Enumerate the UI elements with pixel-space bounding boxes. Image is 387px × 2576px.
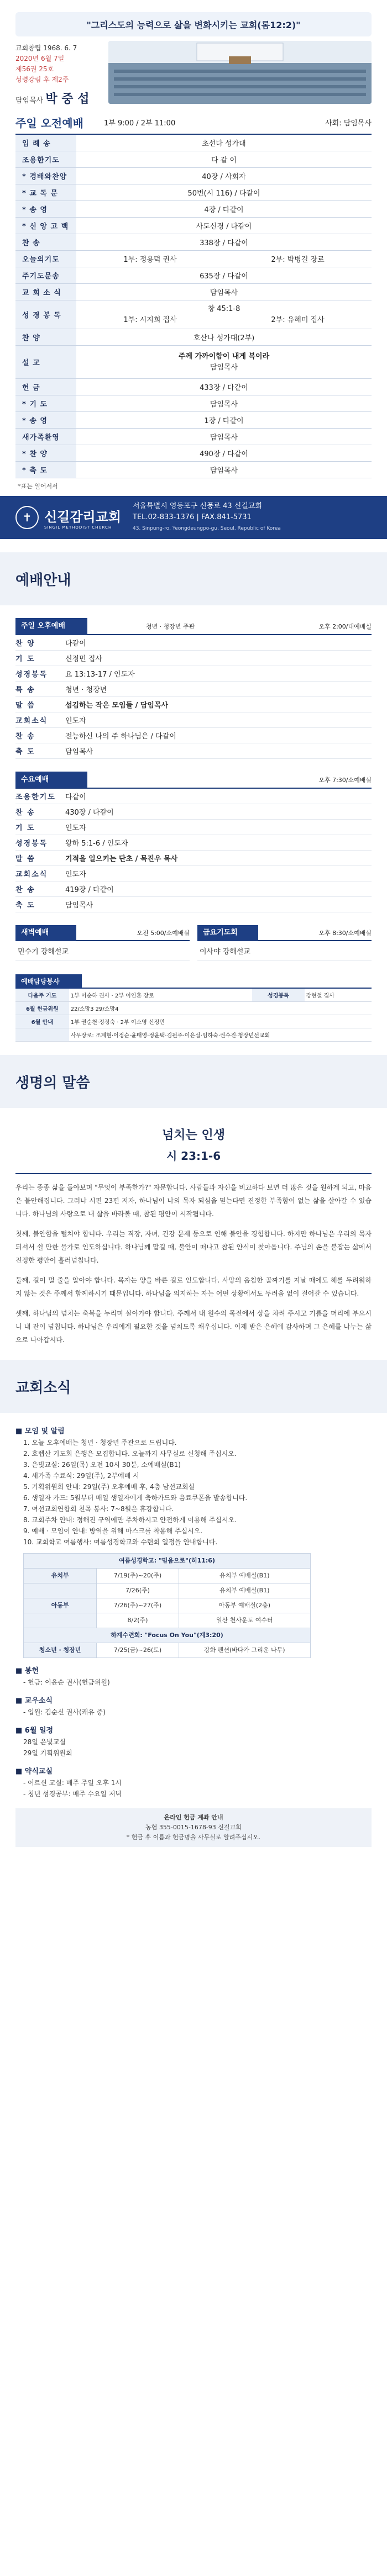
row-label: 찬 양 bbox=[15, 329, 76, 345]
camp-cell: 7/26(주)~27(주) bbox=[97, 1598, 179, 1613]
news-heading: ■ 6월 일정 bbox=[15, 1727, 54, 1735]
dawn-friday-row bbox=[15, 926, 372, 961]
worship-row-key: 기 도 bbox=[15, 824, 35, 832]
worship-duty-header bbox=[15, 974, 372, 989]
church-address: 서울특별시 영등포구 신풍로 43 신길교회 bbox=[133, 502, 262, 510]
church-phone: TEL.02-833-1376 | FAX.841-5731 bbox=[133, 513, 252, 521]
service-row bbox=[15, 135, 372, 151]
news-heading: ■ 약식교실 bbox=[15, 1767, 53, 1776]
row-label: * 기 도 bbox=[15, 395, 76, 411]
row-label: * 송 영 bbox=[15, 412, 76, 428]
worship-row bbox=[15, 712, 372, 728]
list-item: 1. 오늘 오후예배는 청년 · 청장년 주관으로 드립니다. bbox=[23, 1439, 177, 1447]
service-row bbox=[15, 329, 372, 346]
list-item: 3. 은빛교실: 26일(목) 오전 10시 30분, 소예배실(B1) bbox=[23, 1461, 181, 1469]
dawn-worship-header bbox=[15, 926, 190, 941]
news-heading: ■ 모임 및 알림 bbox=[15, 1427, 65, 1435]
camp-cell: 청소년 · 청장년 bbox=[24, 1643, 97, 1658]
service-row bbox=[15, 284, 372, 300]
sermon-divider bbox=[15, 1173, 372, 1174]
row-label: * 찬 양 bbox=[15, 445, 76, 461]
duty-cell: 강현철 집사 bbox=[305, 989, 372, 1002]
duty-cell: 다음주 기도 bbox=[15, 989, 69, 1002]
row-value: 담임목사 bbox=[210, 434, 238, 442]
row-label: 주기도문송 bbox=[15, 267, 76, 283]
worship-row-key: 교회소식 bbox=[15, 870, 48, 879]
church-name-ko: 신길감리교회 bbox=[44, 509, 122, 525]
worship-row-key: 찬 송 bbox=[15, 886, 35, 894]
sanctuary-photo bbox=[108, 41, 372, 104]
service-row bbox=[15, 379, 372, 395]
friday-prayer-body: 이사야 강해설교 bbox=[197, 941, 372, 961]
list-item: 9. 예배 · 모임이 안내: 방역을 위해 마스크를 착용해 주십시오. bbox=[23, 1527, 203, 1535]
church-logo-icon: ✝ bbox=[15, 506, 39, 529]
row-value bbox=[76, 251, 372, 267]
offering-account-title: 온라인 헌금 계좌 안내 bbox=[164, 1814, 223, 1821]
founded-date: 교회창립 1968. 6. 7 bbox=[15, 44, 77, 52]
row-label: * 교 독 문 bbox=[15, 184, 76, 200]
row-value: 4장 / 다같이 bbox=[204, 206, 244, 214]
row-label: * 송 영 bbox=[15, 201, 76, 217]
worship-row-value: 430장 / 다같이 bbox=[65, 809, 114, 817]
afternoon-worship-header bbox=[15, 619, 372, 635]
worship-duty-block bbox=[15, 974, 372, 1042]
camp-cell bbox=[24, 1583, 97, 1598]
table-row bbox=[24, 1569, 311, 1583]
worship-row-key: 찬 송 bbox=[15, 732, 35, 741]
wednesday-worship-tag: 수요예배 bbox=[15, 772, 87, 788]
service-row bbox=[15, 184, 372, 201]
duty-cell: 6월 안내 bbox=[15, 1015, 69, 1028]
row-value bbox=[76, 346, 372, 378]
list-item: - 청년 성경공부: 매주 수요일 저녁 bbox=[23, 1790, 122, 1798]
dawn-worship-time: 오전 5:00/소예배실 bbox=[137, 930, 190, 937]
camp-cell: 아동부 bbox=[24, 1598, 97, 1613]
standing-note: *표는 일어서서 bbox=[18, 483, 58, 490]
worship-row-key: 말 씀 bbox=[15, 701, 35, 710]
worship-row bbox=[15, 666, 372, 682]
table-row bbox=[24, 1628, 311, 1643]
sermon-block bbox=[15, 1126, 372, 1347]
worship-section-title: 예배안내 bbox=[0, 552, 387, 605]
bulletin-header bbox=[0, 0, 387, 110]
row-value: 50번(시 116) / 다같이 bbox=[187, 189, 260, 198]
split-value-first: 1부: 시지희 집사 bbox=[123, 315, 177, 324]
worship-row-key: 특 송 bbox=[15, 686, 35, 694]
wednesday-worship-header bbox=[15, 772, 372, 789]
duty-cell: 성경봉독 bbox=[252, 989, 304, 1002]
church-motto: "그리스도의 능력으로 삶을 변화시키는 교회(롬12:2)" bbox=[15, 12, 372, 36]
pastor-line bbox=[15, 94, 98, 106]
dawn-worship-body: 민수기 강해설교 bbox=[15, 941, 190, 961]
friday-prayer-time: 오후 8:30/소예배실 bbox=[318, 930, 372, 937]
worship-row-key: 조용한기도 bbox=[15, 793, 56, 801]
church-name-en: SINGIL METHODIST CHURCH bbox=[44, 525, 112, 530]
service-row bbox=[15, 445, 372, 462]
afternoon-worship-tag: 주일 오후예배 bbox=[15, 618, 87, 635]
church-info-band bbox=[0, 496, 387, 539]
worship-row-value: 인도자 bbox=[65, 824, 86, 832]
morning-service-title: 주일 오전예배 bbox=[15, 116, 83, 130]
afternoon-worship-block bbox=[15, 619, 372, 759]
row-value: 초선다 성가대 bbox=[202, 140, 246, 148]
worship-row-value: 기적을 일으키는 단초 / 목진우 목사 bbox=[65, 855, 178, 863]
service-row bbox=[15, 346, 372, 379]
list-item: 7. 여선교회연합회 친목 봉사: 7~8월은 휴강합니다. bbox=[23, 1505, 174, 1513]
table-row bbox=[24, 1613, 311, 1628]
split-value-second: 2부: 박병길 장로 bbox=[271, 256, 325, 264]
worship-row bbox=[15, 835, 372, 851]
worship-row-key: 성경봉독 bbox=[15, 840, 48, 848]
afternoon-worship-time: 오후 2:00/대예배실 bbox=[318, 623, 372, 630]
friday-prayer-header bbox=[197, 926, 372, 941]
table-row bbox=[24, 1554, 311, 1569]
camp-cell: 8/2(주) bbox=[97, 1613, 179, 1628]
camp-cell: 7/26(주) bbox=[97, 1583, 179, 1598]
worship-row bbox=[15, 851, 372, 866]
list-item: 8. 교회주차 안내: 정해진 구역에만 주차하시고 안전하게 이용해 주십시오. bbox=[23, 1516, 237, 1524]
duty-cell: 1부 이순하 권사 · 2부 이인훈 장로 bbox=[69, 989, 253, 1002]
news-heading: ■ 봉헌 bbox=[15, 1667, 39, 1675]
list-item: 6. 생일자 카드: 5월부터 매일 생일자에게 축하카드와 음료쿠폰을 발송합니다. bbox=[23, 1494, 248, 1502]
worship-row bbox=[15, 804, 372, 820]
service-row bbox=[15, 267, 372, 284]
list-item: 2. 호렙산 기도회 은행은 모집합니다. 오늘까지 사무실로 신청해 주십시오. bbox=[23, 1450, 237, 1458]
worship-row-key: 축 도 bbox=[15, 901, 35, 910]
friday-prayer-tag: 금요기도회 bbox=[197, 925, 258, 941]
issue-date: 2020년 6월 7일 bbox=[15, 55, 65, 62]
worship-row bbox=[15, 682, 372, 697]
afternoon-worship-sub: 청년 · 청장년 주관 bbox=[145, 623, 195, 630]
worship-row-value: 담임목사 bbox=[65, 901, 93, 910]
list-item: - 어르신 교실: 매주 주일 오후 1시 bbox=[23, 1779, 122, 1787]
row-label: 오늘의기도 bbox=[15, 251, 76, 267]
table-row bbox=[24, 1583, 311, 1598]
friday-prayer-block bbox=[197, 926, 372, 961]
service-row bbox=[15, 234, 372, 251]
row-label: 새가족환영 bbox=[15, 429, 76, 445]
offering-account-box bbox=[15, 1808, 372, 1847]
sermon-paragraph: 셋째, 하나님의 넘치는 축복을 누리며 살아가야 합니다. 주께서 내 원수의 목전에서 상을 차려 주시고 기름을 머리에 부으시니 내 잔이 넘칩니다. 하나님은 우리에게 필요한 것을 넘치도록 채우십니다. 이제 받은 은혜에 감사하며 그 은혜를 나누는 삶으로 나아갑시다. bbox=[15, 1310, 372, 1344]
camp-cell: 강화 펜션(바다가 그리운 나무) bbox=[179, 1643, 310, 1658]
row-value: 담임목사 bbox=[210, 400, 238, 409]
row-value: 담임목사 bbox=[210, 289, 238, 297]
service-row bbox=[15, 168, 372, 184]
wednesday-worship-block bbox=[15, 772, 372, 912]
row-value: 담임목사 bbox=[210, 467, 238, 475]
news-heading: ■ 교우소식 bbox=[15, 1697, 53, 1705]
wednesday-worship-time: 오후 7:30/소예배실 bbox=[318, 777, 372, 784]
camp-cell: 유치부 bbox=[24, 1569, 97, 1583]
sermon-reference: 시 23:1-6 bbox=[166, 1149, 221, 1163]
worship-row-value: 다같이 bbox=[65, 793, 86, 801]
table-row bbox=[15, 989, 372, 1002]
pastor-label: 담임목사 bbox=[15, 97, 44, 105]
worship-row-value: 인도자 bbox=[65, 870, 86, 879]
church-contact bbox=[133, 501, 372, 534]
camp-cell: 유치부 예배실(B1) bbox=[179, 1583, 310, 1598]
row-label: 찬 송 bbox=[15, 234, 76, 250]
service-row bbox=[15, 251, 372, 267]
worship-duty-table bbox=[15, 989, 372, 1042]
summer-camp-table bbox=[23, 1553, 311, 1658]
worship-row-value: 전능하신 나의 주 하나님은 / 다같이 bbox=[65, 732, 176, 741]
worship-row-value: 청년 · 청장년 bbox=[65, 686, 107, 694]
sermon-section-title: 생명의 말씀 bbox=[0, 1055, 387, 1108]
row-label: 설 교 bbox=[15, 346, 76, 378]
camp-cell: 아동부 예배실(2층) bbox=[179, 1598, 310, 1613]
row-label: 입 례 송 bbox=[15, 135, 76, 151]
table-row bbox=[15, 1015, 372, 1028]
camp-cell: 7/19(주)~20(주) bbox=[97, 1569, 179, 1583]
worship-row-value: 419장 / 다같이 bbox=[65, 886, 114, 894]
worship-row-key: 기 도 bbox=[15, 655, 35, 663]
worship-row bbox=[15, 866, 372, 881]
camp-cell: 7/25(금)~26(토) bbox=[97, 1643, 179, 1658]
morning-service-table bbox=[15, 110, 372, 494]
worship-row bbox=[15, 897, 372, 912]
camp-title: 여름성경학교: "믿음으로"(히11:6) bbox=[24, 1554, 311, 1569]
service-row bbox=[15, 395, 372, 412]
list-item: 4. 새가족 수료식: 29일(주), 2부예배 시 bbox=[23, 1472, 139, 1480]
worship-row bbox=[15, 651, 372, 666]
worship-row-key: 성경봉독 bbox=[15, 671, 48, 679]
church-name bbox=[44, 506, 133, 530]
worship-row-value: 인도자 bbox=[65, 717, 86, 725]
row-value: 40장 / 사회자 bbox=[202, 173, 246, 181]
row-value: 490장 / 다같이 bbox=[200, 450, 248, 458]
news-block bbox=[15, 1426, 372, 1847]
worship-row bbox=[15, 728, 372, 743]
camp-subtitle: 하계수련회: "Focus On You"(계3:20) bbox=[24, 1628, 311, 1643]
row-label: 헌 금 bbox=[15, 379, 76, 395]
table-row bbox=[24, 1643, 311, 1658]
sermon-paragraph: 첫째, 불안함을 털쳐야 합니다. 우리는 직장, 자녀, 건강 문제 등으로 인해 불안을 경험합니다. 하지만 하나님은 우리의 목자 되셔서 쉴 만한 물가로 인도하십니다. 하나님께 맡길 때, 불안이 떠나고 참된 안식이 찾아옵니다. 주님의 손을 붙잡는 삶에서 진정한 평안이 흘러넘칩니다. bbox=[15, 1230, 372, 1264]
duty-cell: 사무장로: 조계현·이정순·윤태영·정윤택·김원주·이은실·임하숙·권수진·청장년선교회 bbox=[69, 1028, 372, 1042]
row-value: 635장 / 다같이 bbox=[200, 272, 248, 281]
church-address-en: 43, Sinpung-ro, Yeongdeungpo-gu, Seoul, Republic of Korea bbox=[133, 526, 281, 531]
duty-cell: 22/소망3 29/소망4 bbox=[69, 1002, 372, 1015]
scripture-reference: 창 45:1-8 bbox=[207, 304, 240, 313]
worship-row-value: 요 13:13-17 / 인도자 bbox=[65, 671, 135, 679]
camp-cell: 유치부 예배실(B1) bbox=[179, 1569, 310, 1583]
worship-row bbox=[15, 789, 372, 804]
issue-volume: 제56권 25호 bbox=[15, 65, 54, 73]
row-label: * 경배와찬양 bbox=[15, 168, 76, 184]
row-value bbox=[76, 300, 372, 329]
offering-account-number: 농협 355-0015-1678-93 신길교회 bbox=[145, 1824, 242, 1831]
list-item: 28일 은빛교실 bbox=[23, 1738, 66, 1746]
worship-row-value: 다같이 bbox=[65, 640, 86, 648]
offering-account-note: * 헌금 후 이름과 헌금명을 사무실로 알려주십시오. bbox=[126, 1834, 261, 1841]
worship-row bbox=[15, 820, 372, 835]
row-value: 338장 / 다같이 bbox=[200, 239, 248, 247]
service-row bbox=[15, 429, 372, 445]
list-item: - 입원: 김순신 권사(쾌유 중) bbox=[23, 1708, 106, 1716]
morning-service-header bbox=[15, 110, 372, 135]
service-row bbox=[15, 462, 372, 478]
split-value-first: 1부: 정용덕 권사 bbox=[123, 256, 177, 264]
service-row bbox=[15, 412, 372, 429]
row-label: 성 경 봉 독 bbox=[15, 300, 76, 329]
morning-service-time: 1부 9:00 / 2부 11:00 bbox=[104, 119, 176, 128]
service-row bbox=[15, 151, 372, 168]
worship-duty-tag: 예배담당봉사 bbox=[15, 974, 82, 989]
news-section-title: 교회소식 bbox=[0, 1360, 387, 1413]
split-value-second: 2부: 유혜미 집사 bbox=[271, 315, 325, 324]
liturgical-season: 성령강림 후 제2주 bbox=[15, 76, 69, 83]
table-row bbox=[15, 1002, 372, 1015]
sermon-preacher-line: 담임목사 bbox=[210, 363, 238, 372]
pastor-name: 박 중 섭 bbox=[45, 92, 90, 106]
duty-cell: 6월 헌금위원 bbox=[15, 1002, 69, 1015]
service-row bbox=[15, 201, 372, 218]
camp-cell: 일산 천사운토 여수터 bbox=[179, 1613, 310, 1628]
sanctuary-illustration bbox=[108, 41, 372, 104]
row-label: * 축 도 bbox=[15, 462, 76, 478]
worship-row-key: 교회소식 bbox=[15, 717, 48, 725]
sermon-paragraph: 우리는 종종 삶을 돌아보며 "무엇이 부족한가?" 자문합니다. 사람들과 자신을 비교하다 보면 더 많은 것을 원하게 되고, 마음은 불안해집니다. 그러나 시편 23편 저자, 하나님이 나의 목자 되심을 믿는다면 진정한 부족함이 없는 삶을 살아갈 수 있습니다. 하나님의 사랑으로 내 삶을 바라볼 때, 참된 평안이 시작됩니다. bbox=[15, 1184, 372, 1218]
worship-row bbox=[15, 743, 372, 759]
service-row bbox=[15, 218, 372, 234]
morning-service-leader: 사회: 담임목사 bbox=[325, 119, 372, 128]
row-value: 433장 / 다같이 bbox=[200, 384, 248, 392]
sermon-title: 넘치는 인생 bbox=[162, 1128, 225, 1142]
row-label: * 신 앙 고 백 bbox=[15, 218, 76, 234]
list-item: 29일 기획위원회 bbox=[23, 1749, 72, 1757]
worship-row-value: 담임목사 bbox=[65, 748, 93, 756]
sermon-body bbox=[15, 1181, 372, 1347]
list-item: 5. 기획위원회 안내: 29일(주) 오후예배 후, 4층 남선교회실 bbox=[23, 1483, 195, 1491]
row-value: 호산나 성가대(2부) bbox=[193, 334, 255, 342]
row-label: 조용한기도 bbox=[15, 151, 76, 167]
worship-row bbox=[15, 635, 372, 651]
sermon-paragraph: 둘째, 길이 멀 줄을 알아야 합니다. 목자는 양을 바른 길로 인도합니다. 사망의 음침한 골짜기를 지날 때에도 해를 두려워하지 않는 것은 주께서 함께하시기 때문입니다. 하나님을 의지하는 자는 어떤 상황에서도 두려움 없이 걸어갈 수 있습니다. bbox=[15, 1276, 372, 1297]
table-row bbox=[15, 1028, 372, 1042]
dawn-worship-block bbox=[15, 926, 190, 961]
worship-row-value: 왕하 5:1-6 / 인도자 bbox=[65, 840, 128, 848]
sermon-title-line: 주께 가까이함이 내게 복이라 bbox=[178, 352, 270, 361]
duty-cell bbox=[15, 1028, 69, 1042]
worship-row-key: 찬 양 bbox=[15, 640, 35, 648]
list-item: - 헌금: 이윤순 권사(헌금위원) bbox=[23, 1678, 110, 1686]
dawn-worship-tag: 새벽예배 bbox=[15, 925, 76, 941]
duty-cell: 1부 권순천·정정숙 · 2부 이소영 신정민 bbox=[69, 1015, 372, 1028]
table-row bbox=[24, 1598, 311, 1613]
worship-row-key: 축 도 bbox=[15, 748, 35, 756]
list-item: 10. 교회학교 여름행사: 여름성경학교와 수련회 일정을 안내합니다. bbox=[23, 1538, 218, 1546]
row-value: 사도신경 / 다같이 bbox=[196, 223, 252, 231]
worship-row-key: 찬 송 bbox=[15, 809, 35, 817]
camp-cell bbox=[24, 1613, 97, 1628]
row-value: 다 같 이 bbox=[211, 156, 237, 165]
row-value: 1장 / 다같이 bbox=[204, 417, 244, 425]
worship-row bbox=[15, 697, 372, 712]
worship-row-value: 신정민 집사 bbox=[65, 655, 102, 663]
worship-row-value: 섬김하는 작은 모임들 / 담임목사 bbox=[65, 701, 169, 710]
worship-row-key: 말 씀 bbox=[15, 855, 35, 863]
service-row bbox=[15, 300, 372, 329]
row-label: 교 회 소 식 bbox=[15, 284, 76, 300]
worship-row bbox=[15, 881, 372, 897]
bulletin-meta bbox=[15, 43, 98, 106]
